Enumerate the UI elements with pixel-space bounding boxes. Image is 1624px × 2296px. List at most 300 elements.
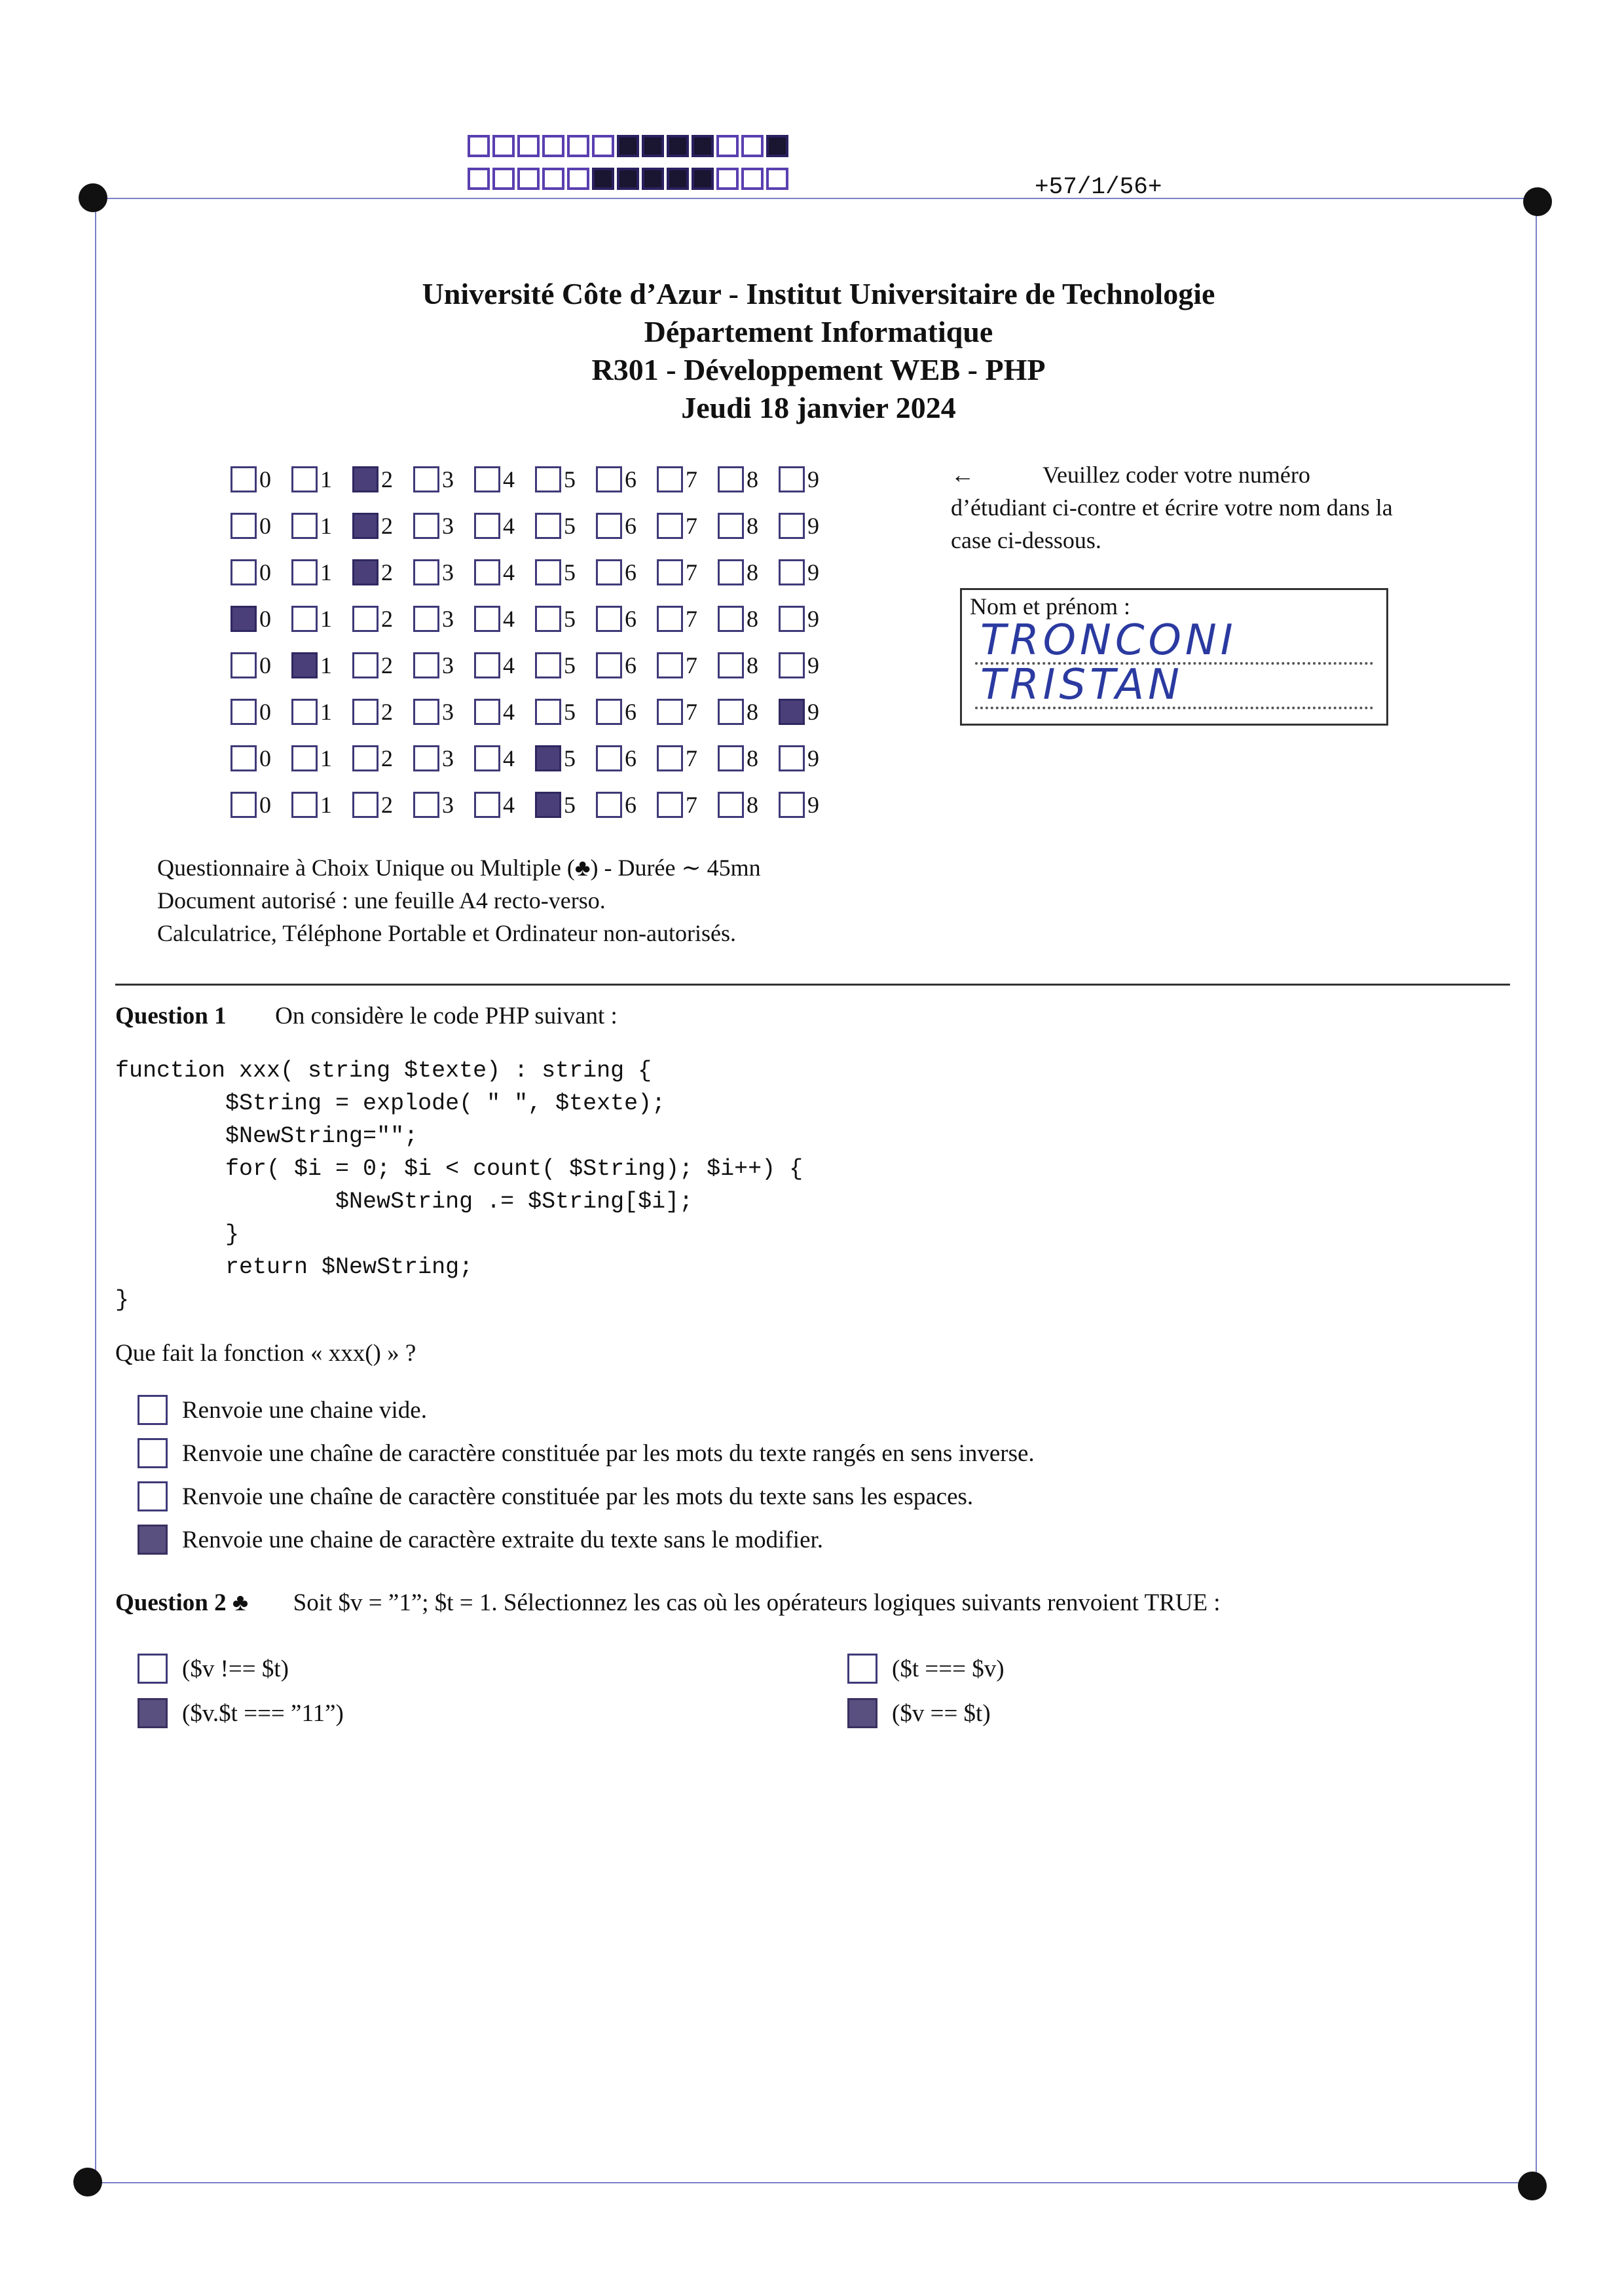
digit-cell [535, 698, 596, 726]
digit-cell [291, 745, 352, 772]
digit-checkbox[interactable] [779, 792, 805, 818]
section-divider [115, 984, 1510, 986]
digit-label: 9 [807, 698, 819, 725]
digit-checkbox[interactable] [779, 466, 805, 492]
digit-checkbox[interactable] [413, 699, 439, 725]
digit-label: 7 [686, 466, 697, 492]
digit-label: 8 [747, 512, 758, 539]
digit-label: 0 [259, 745, 271, 771]
answer-text: Renvoie une chaine de caractère extraite du texte sans le modifier. [182, 1526, 824, 1553]
digit-checkbox[interactable] [291, 792, 318, 818]
digit-checkbox[interactable] [596, 699, 622, 725]
digit-cell [352, 791, 413, 819]
digit-checkbox[interactable] [657, 699, 683, 725]
barcode-cell [517, 135, 540, 157]
digit-cell [779, 605, 840, 633]
digit-cell [352, 559, 413, 586]
student-number-row [231, 642, 840, 688]
digit-cell [291, 652, 352, 679]
digit-checkbox[interactable] [535, 652, 561, 678]
digit-cell [779, 698, 840, 726]
question-2-option[interactable] [138, 1698, 344, 1728]
digit-checkbox[interactable] [596, 606, 622, 632]
digit-label: 6 [625, 791, 637, 818]
question-2-title [115, 1589, 1221, 1617]
digit-checkbox[interactable] [291, 652, 318, 678]
exam-info-duration: Questionnaire à Choix Unique ou Multiple (♣) - Durée ∼ 45mn [157, 855, 761, 881]
digit-cell [231, 466, 291, 493]
digit-label: 7 [686, 605, 697, 632]
digit-cell [291, 791, 352, 819]
digit-label: 8 [747, 791, 758, 818]
barcode-cell [492, 168, 515, 190]
digit-label: 0 [259, 512, 271, 539]
digit-cell [596, 698, 657, 726]
barcode-cell [592, 168, 614, 190]
barcode-cell [468, 168, 490, 190]
digit-cell [657, 791, 718, 819]
digit-cell [291, 559, 352, 586]
digit-checkbox[interactable] [231, 513, 257, 539]
digit-cell [231, 559, 291, 586]
digit-cell [718, 559, 779, 586]
digit-cell [657, 745, 718, 772]
digit-label: 6 [625, 605, 637, 632]
digit-cell [596, 745, 657, 772]
digit-label: 0 [259, 605, 271, 632]
digit-checkbox[interactable] [474, 792, 500, 818]
digit-label: 4 [503, 605, 515, 632]
digit-label: 1 [320, 745, 332, 771]
digit-cell [718, 512, 779, 540]
digit-cell [535, 559, 596, 586]
digit-checkbox[interactable] [596, 745, 622, 771]
name-box[interactable] [960, 588, 1388, 726]
digit-checkbox[interactable] [718, 699, 744, 725]
digit-cell [231, 791, 291, 819]
digit-checkbox[interactable] [231, 466, 257, 492]
barcode-cell [492, 135, 515, 157]
barcode-cell [542, 168, 564, 190]
digit-label: 2 [381, 652, 393, 678]
digit-checkbox[interactable] [474, 745, 500, 771]
digit-label: 1 [320, 652, 332, 678]
digit-cell [596, 512, 657, 540]
digit-label: 8 [747, 698, 758, 725]
digit-cell [657, 559, 718, 586]
digit-cell [231, 605, 291, 633]
digit-label: 0 [259, 466, 271, 492]
digit-cell [474, 466, 535, 493]
digit-label: 6 [625, 698, 637, 725]
digit-label: 8 [747, 466, 758, 492]
question-1-prompt: Que fait la fonction « xxx() » ? [115, 1340, 416, 1367]
question-1-option[interactable] [138, 1395, 427, 1425]
digit-checkbox[interactable] [535, 559, 561, 585]
digit-checkbox[interactable] [718, 745, 744, 771]
digit-label: 2 [381, 466, 393, 492]
digit-label: 5 [564, 698, 576, 725]
question-2-option[interactable] [847, 1698, 991, 1728]
digit-label: 3 [442, 745, 454, 771]
barcode-cell [667, 135, 689, 157]
digit-cell [413, 466, 474, 493]
digit-cell [779, 466, 840, 493]
digit-checkbox[interactable] [657, 606, 683, 632]
digit-checkbox[interactable] [231, 559, 257, 585]
digit-label: 4 [503, 559, 515, 585]
digit-checkbox[interactable] [596, 652, 622, 678]
digit-cell [535, 466, 596, 493]
digit-checkbox[interactable] [413, 513, 439, 539]
digit-label: 7 [686, 559, 697, 585]
digit-label: 1 [320, 466, 332, 492]
digit-checkbox[interactable] [474, 606, 500, 632]
digit-checkbox[interactable] [718, 559, 744, 585]
digit-label: 2 [381, 605, 393, 632]
barcode-cell [667, 168, 689, 190]
digit-label: 1 [320, 559, 332, 585]
digit-cell [231, 512, 291, 540]
frame-top-line [95, 198, 1536, 199]
digit-checkbox[interactable] [474, 466, 500, 492]
digit-cell [474, 791, 535, 819]
header-department: Département Informatique [644, 315, 993, 348]
digit-checkbox[interactable] [718, 652, 744, 678]
digit-cell [657, 512, 718, 540]
digit-label: 1 [320, 605, 332, 632]
digit-label: 2 [381, 559, 393, 585]
digit-label: 1 [320, 791, 332, 818]
digit-cell [291, 698, 352, 726]
digit-label: 9 [807, 559, 819, 585]
handwritten-last-name: TRONCONI [980, 616, 1237, 665]
digit-checkbox[interactable] [413, 652, 439, 678]
digit-checkbox[interactable] [352, 699, 378, 725]
digit-cell [413, 652, 474, 679]
digit-checkbox[interactable] [352, 745, 378, 771]
digit-label: 8 [747, 652, 758, 678]
barcode-cell [567, 168, 589, 190]
digit-cell [413, 559, 474, 586]
question-2-option[interactable] [138, 1654, 289, 1684]
question-2-option[interactable] [847, 1654, 1005, 1684]
instructions [951, 458, 1403, 557]
digit-cell [718, 745, 779, 772]
digit-checkbox[interactable] [413, 559, 439, 585]
digit-label: 6 [625, 559, 637, 585]
digit-checkbox[interactable] [596, 466, 622, 492]
answer-checkbox[interactable] [847, 1654, 877, 1684]
digit-label: 0 [259, 791, 271, 818]
student-number-row [231, 735, 840, 781]
digit-label: 5 [564, 745, 576, 771]
digit-cell [657, 605, 718, 633]
question-1-intro: On considère le code PHP suivant : [275, 1003, 618, 1029]
digit-checkbox[interactable] [474, 699, 500, 725]
student-number-row [231, 456, 840, 502]
digit-label: 9 [807, 652, 819, 678]
answer-checkbox[interactable] [847, 1698, 877, 1728]
digit-cell [657, 466, 718, 493]
digit-checkbox[interactable] [718, 466, 744, 492]
digit-checkbox[interactable] [413, 792, 439, 818]
digit-cell [596, 652, 657, 679]
digit-label: 3 [442, 652, 454, 678]
digit-checkbox[interactable] [596, 792, 622, 818]
digit-label: 3 [442, 559, 454, 585]
digit-cell [535, 791, 596, 819]
digit-cell [231, 698, 291, 726]
header-course: R301 - Développement WEB - PHP [591, 353, 1046, 386]
digit-label: 2 [381, 698, 393, 725]
digit-checkbox[interactable] [779, 699, 805, 725]
digit-checkbox[interactable] [718, 792, 744, 818]
digit-label: 5 [564, 652, 576, 678]
digit-checkbox[interactable] [352, 559, 378, 585]
question-1-option[interactable] [138, 1481, 973, 1511]
barcode-cell [642, 168, 664, 190]
barcode-cell [716, 168, 739, 190]
digit-label: 5 [564, 466, 576, 492]
barcode-cell [542, 135, 564, 157]
frame-bottom-line [95, 2182, 1536, 2183]
digit-cell [596, 466, 657, 493]
digit-cell [474, 745, 535, 772]
exam-info-devices: Calculatrice, Téléphone Portable et Ordinateur non-autorisés. [157, 920, 737, 946]
digit-checkbox[interactable] [291, 559, 318, 585]
digit-checkbox[interactable] [352, 513, 378, 539]
page-code: +57/1/56+ [1035, 174, 1162, 200]
digit-cell [352, 466, 413, 493]
student-number-row [231, 595, 840, 642]
exam-info [157, 851, 761, 950]
digit-label: 0 [259, 559, 271, 585]
digit-label: 7 [686, 652, 697, 678]
barcode-cell [716, 135, 739, 157]
digit-label: 9 [807, 791, 819, 818]
digit-label: 8 [747, 745, 758, 771]
digit-label: 1 [320, 698, 332, 725]
digit-cell [231, 652, 291, 679]
digit-label: 7 [686, 745, 697, 771]
digit-checkbox[interactable] [231, 699, 257, 725]
student-number-row [231, 502, 840, 549]
digit-checkbox[interactable] [535, 513, 561, 539]
question-1-option[interactable] [138, 1525, 823, 1555]
digit-checkbox[interactable] [657, 559, 683, 585]
digit-label: 9 [807, 605, 819, 632]
digit-checkbox[interactable] [535, 745, 561, 771]
exam-header [262, 275, 1375, 427]
corner-mark-top-left [79, 183, 107, 212]
digit-checkbox[interactable] [291, 466, 318, 492]
digit-cell [474, 652, 535, 679]
digit-checkbox[interactable] [231, 652, 257, 678]
digit-cell [352, 652, 413, 679]
digit-checkbox[interactable] [779, 606, 805, 632]
digit-cell [413, 791, 474, 819]
digit-cell [291, 605, 352, 633]
digit-cell [718, 652, 779, 679]
question-2-intro: Soit $v = ”1”; $t = 1. Sélectionnez les cas où les opérateurs logiques suivants renvoient TRUE : [293, 1589, 1221, 1616]
answer-text: ($v.$t === ”11”) [182, 1699, 344, 1727]
digit-checkbox[interactable] [474, 559, 500, 585]
digit-cell [231, 745, 291, 772]
digit-cell [718, 791, 779, 819]
digit-label: 4 [503, 791, 515, 818]
digit-checkbox[interactable] [779, 559, 805, 585]
corner-mark-top-right [1523, 187, 1552, 216]
corner-mark-bottom-right [1518, 2172, 1547, 2200]
left-arrow-icon: ← [951, 462, 974, 488]
digit-cell [657, 698, 718, 726]
student-number-row [231, 688, 840, 735]
question-1-label: Question 1 [115, 1003, 227, 1029]
answer-checkbox[interactable] [138, 1654, 168, 1684]
digit-label: 9 [807, 745, 819, 771]
digit-label: 8 [747, 559, 758, 585]
digit-checkbox[interactable] [596, 513, 622, 539]
question-1-option[interactable] [138, 1438, 1035, 1468]
question-1-title [115, 1002, 618, 1030]
answer-checkbox[interactable] [138, 1698, 168, 1728]
digit-cell [535, 512, 596, 540]
digit-label: 3 [442, 791, 454, 818]
digit-checkbox[interactable] [474, 652, 500, 678]
digit-checkbox[interactable] [231, 606, 257, 632]
digit-cell [413, 512, 474, 540]
barcode-row-2 [468, 168, 791, 190]
barcode-row-1 [468, 135, 791, 157]
digit-cell [718, 698, 779, 726]
digit-cell [413, 745, 474, 772]
digit-checkbox[interactable] [291, 606, 318, 632]
digit-label: 2 [381, 512, 393, 539]
digit-checkbox[interactable] [291, 513, 318, 539]
digit-cell [535, 605, 596, 633]
digit-checkbox[interactable] [352, 466, 378, 492]
barcode-cell [642, 135, 664, 157]
digit-checkbox[interactable] [352, 652, 378, 678]
digit-checkbox[interactable] [231, 792, 257, 818]
digit-checkbox[interactable] [413, 745, 439, 771]
header-university: Université Côte d’Azur - Institut Universitaire de Technologie [422, 277, 1215, 310]
digit-checkbox[interactable] [474, 513, 500, 539]
barcode-cell [692, 168, 714, 190]
digit-checkbox[interactable] [657, 513, 683, 539]
digit-label: 3 [442, 512, 454, 539]
digit-cell [779, 791, 840, 819]
digit-cell [657, 652, 718, 679]
digit-cell [291, 466, 352, 493]
answer-checkbox[interactable] [138, 1481, 168, 1511]
digit-cell [352, 512, 413, 540]
digit-checkbox[interactable] [291, 699, 318, 725]
answer-checkbox[interactable] [138, 1395, 168, 1425]
digit-cell [596, 791, 657, 819]
answer-checkbox[interactable] [138, 1438, 168, 1468]
digit-checkbox[interactable] [779, 652, 805, 678]
digit-checkbox[interactable] [657, 466, 683, 492]
digit-checkbox[interactable] [596, 559, 622, 585]
digit-checkbox[interactable] [718, 513, 744, 539]
digit-label: 5 [564, 512, 576, 539]
digit-cell [352, 745, 413, 772]
digit-checkbox[interactable] [779, 745, 805, 771]
digit-checkbox[interactable] [535, 466, 561, 492]
digit-checkbox[interactable] [657, 792, 683, 818]
digit-checkbox[interactable] [413, 466, 439, 492]
student-number-grid [231, 456, 840, 828]
digit-cell [535, 745, 596, 772]
digit-label: 3 [442, 466, 454, 492]
digit-cell [474, 512, 535, 540]
digit-cell [779, 745, 840, 772]
php-code-block: function xxx( string $texte) : string { $String = explode( " ", $texte); $NewString=""; for( $i = 0; $i < count( $String); $i++) { $NewString .= $String[$i]; } return $NewString; } [115, 1058, 803, 1313]
digit-label: 9 [807, 512, 819, 539]
digit-checkbox[interactable] [779, 513, 805, 539]
digit-label: 6 [625, 745, 637, 771]
digit-label: 2 [381, 791, 393, 818]
digit-checkbox[interactable] [352, 606, 378, 632]
digit-checkbox[interactable] [657, 652, 683, 678]
digit-cell [352, 698, 413, 726]
answer-checkbox[interactable] [138, 1525, 168, 1555]
digit-label: 8 [747, 605, 758, 632]
digit-label: 4 [503, 466, 515, 492]
digit-cell [718, 466, 779, 493]
answer-text: ($v !== $t) [182, 1655, 289, 1682]
barcode-cell [592, 135, 614, 157]
instructions-text: Veuillez coder votre numéro d’étudiant ci-contre et écrire votre nom dans la case ci-dessous. [951, 462, 1393, 553]
digit-checkbox[interactable] [718, 606, 744, 632]
frame-left-line [95, 198, 96, 2183]
digit-label: 2 [381, 745, 393, 771]
barcode-cell [567, 135, 589, 157]
digit-checkbox[interactable] [413, 606, 439, 632]
digit-cell [779, 512, 840, 540]
digit-cell [596, 605, 657, 633]
digit-checkbox[interactable] [535, 699, 561, 725]
digit-cell [474, 559, 535, 586]
barcode-cell [692, 135, 714, 157]
digit-label: 0 [259, 698, 271, 725]
digit-cell [779, 559, 840, 586]
digit-cell [596, 559, 657, 586]
digit-cell [352, 605, 413, 633]
digit-checkbox[interactable] [535, 792, 561, 818]
digit-checkbox[interactable] [352, 792, 378, 818]
answer-text: Renvoie une chaîne de caractère constituée par les mots du texte rangés en sens inverse. [182, 1439, 1035, 1467]
digit-label: 3 [442, 698, 454, 725]
digit-checkbox[interactable] [291, 745, 318, 771]
digit-label: 4 [503, 512, 515, 539]
barcode-cell [517, 168, 540, 190]
answer-text: Renvoie une chaîne de caractère constituée par les mots du texte sans les espaces. [182, 1483, 974, 1510]
barcode-cell [468, 135, 490, 157]
barcode-cell [766, 135, 788, 157]
student-number-row [231, 549, 840, 595]
digit-checkbox[interactable] [231, 745, 257, 771]
digit-label: 3 [442, 605, 454, 632]
digit-cell [291, 512, 352, 540]
digit-label: 4 [503, 698, 515, 725]
digit-checkbox[interactable] [657, 745, 683, 771]
handwritten-first-name: TRISTAN [980, 661, 1183, 709]
digit-checkbox[interactable] [535, 606, 561, 632]
barcode-cell [741, 168, 764, 190]
